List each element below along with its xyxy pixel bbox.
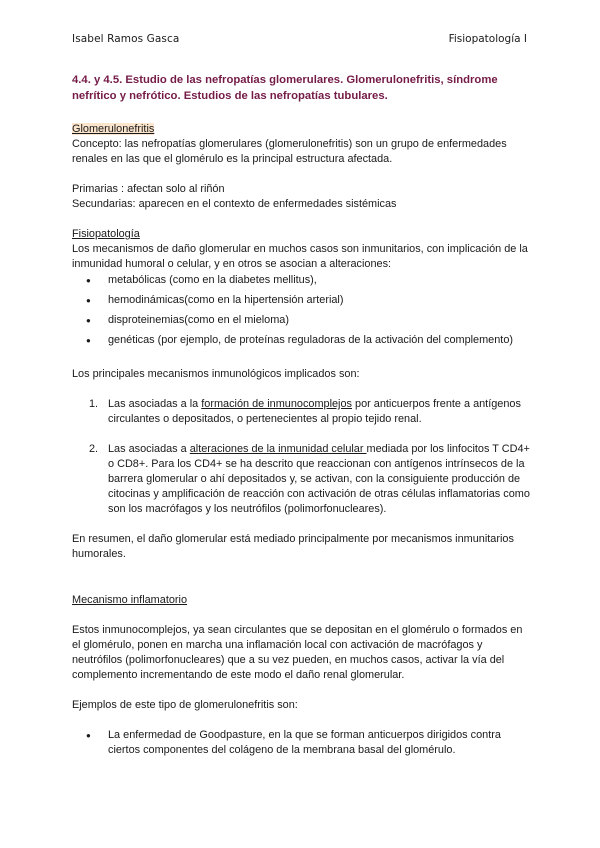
page-title: 4.4. y 4.5. Estudio de las nefropatías glomerulares. Glomerulonefritis, síndrome nefrítico y nefrótico. Estudios de las nefropatías tubulares.: [72, 74, 498, 102]
ejemplos-intro: Ejemplos de este tipo de glomerulonefritis son:: [72, 699, 298, 711]
list-item: ● metabólicas (como en la diabetes mellitus),: [72, 273, 532, 288]
mecanismo-paragraph: Estos inmunocomplejos, ya sean circulantes que se depositan en el glomérulo o formados en el glomérulo, ponen en marcha una inflamación local con activación de macrófagos y neutrófilos (polimorfonucleares) que a su vez pueden, en muchos casos, activar la vía del complemento incrementando de este modo el daño renal glomerular.: [72, 624, 523, 681]
section-heading-mecanismo: Mecanismo inflamatorio: [72, 594, 188, 606]
list-item: ● genéticas (por ejemplo, de proteínas reguladoras de la activación del complemento): [72, 333, 532, 348]
resumen-paragraph: En resumen, el daño glomerular está mediado principalmente por mecanismos inmunitarios humorales.: [72, 533, 514, 560]
list-item: ● hemodinámicas(como en la hipertensión arterial): [72, 293, 532, 308]
inmunidad-celular-link: alteraciones de la inmunidad celular: [189, 443, 367, 455]
secundarias-line: Secundarias: aparecen en el contexto de enfermedades sistémicas: [72, 198, 397, 210]
fisiopatologia-intro: Los mecanismos de daño glomerular en muchos casos son inmunitarios, con implicación de la inmunidad humoral o celular, y en otros se asocian a alteraciones:: [72, 243, 528, 270]
inmunocomplejos-link: formación de inmunocomplejos: [201, 398, 352, 410]
section-heading-glomerulonefritis: Glomerulonefritis: [72, 123, 155, 135]
concepto-paragraph: Concepto: las nefropatías glomerulares (glomerulonefritis) son un grupo de enfermedades renales en las que el glomérulo es la principal estructura afectada.: [72, 138, 507, 165]
header-author: Isabel Ramos Gasca: [72, 33, 180, 45]
list-item: 1. Las asociadas a la formación de inmunocomplejos por anticuerpos frente a antígenos circulantes o depositados, o pertenecientes al propio tejido renal.: [89, 398, 521, 425]
list-item: ● La enfermedad de Goodpasture, en la que se forman anticuerpos dirigidos contra ciertos componentes del colágeno de la membrana basal del glomérulo.: [72, 728, 532, 758]
document-body: [72, 72, 532, 758]
section-heading-fisiopatologia: Fisiopatología: [72, 228, 140, 240]
primarias-line: Primarias : afectan solo al riñón: [72, 183, 225, 195]
header-course: Fisiopatología I: [448, 33, 527, 45]
list-item: ● disproteinemias(como en el mieloma): [72, 313, 532, 328]
mecanismos-intro: Los principales mecanismos inmunológicos implicados son:: [72, 368, 360, 380]
ejemplos-list: [72, 728, 532, 758]
list-item: 2. Las asociadas a alteraciones de la inmunidad celular mediada por los linfocitos T CD4+ o CD8+. Para los CD4+ se ha descrito que reaccionan con antígenos intrínsecos de la barrera glomerular o ahí depositados y, se activan, con la consiguiente producción de citocinas y amplificación de reacción con activación de otras células inflamatorias como son los macrófagos y los neutrófilos (polimorfonucleares).: [89, 443, 530, 515]
alteraciones-list: [72, 273, 532, 348]
mecanismos-list: [72, 397, 532, 517]
